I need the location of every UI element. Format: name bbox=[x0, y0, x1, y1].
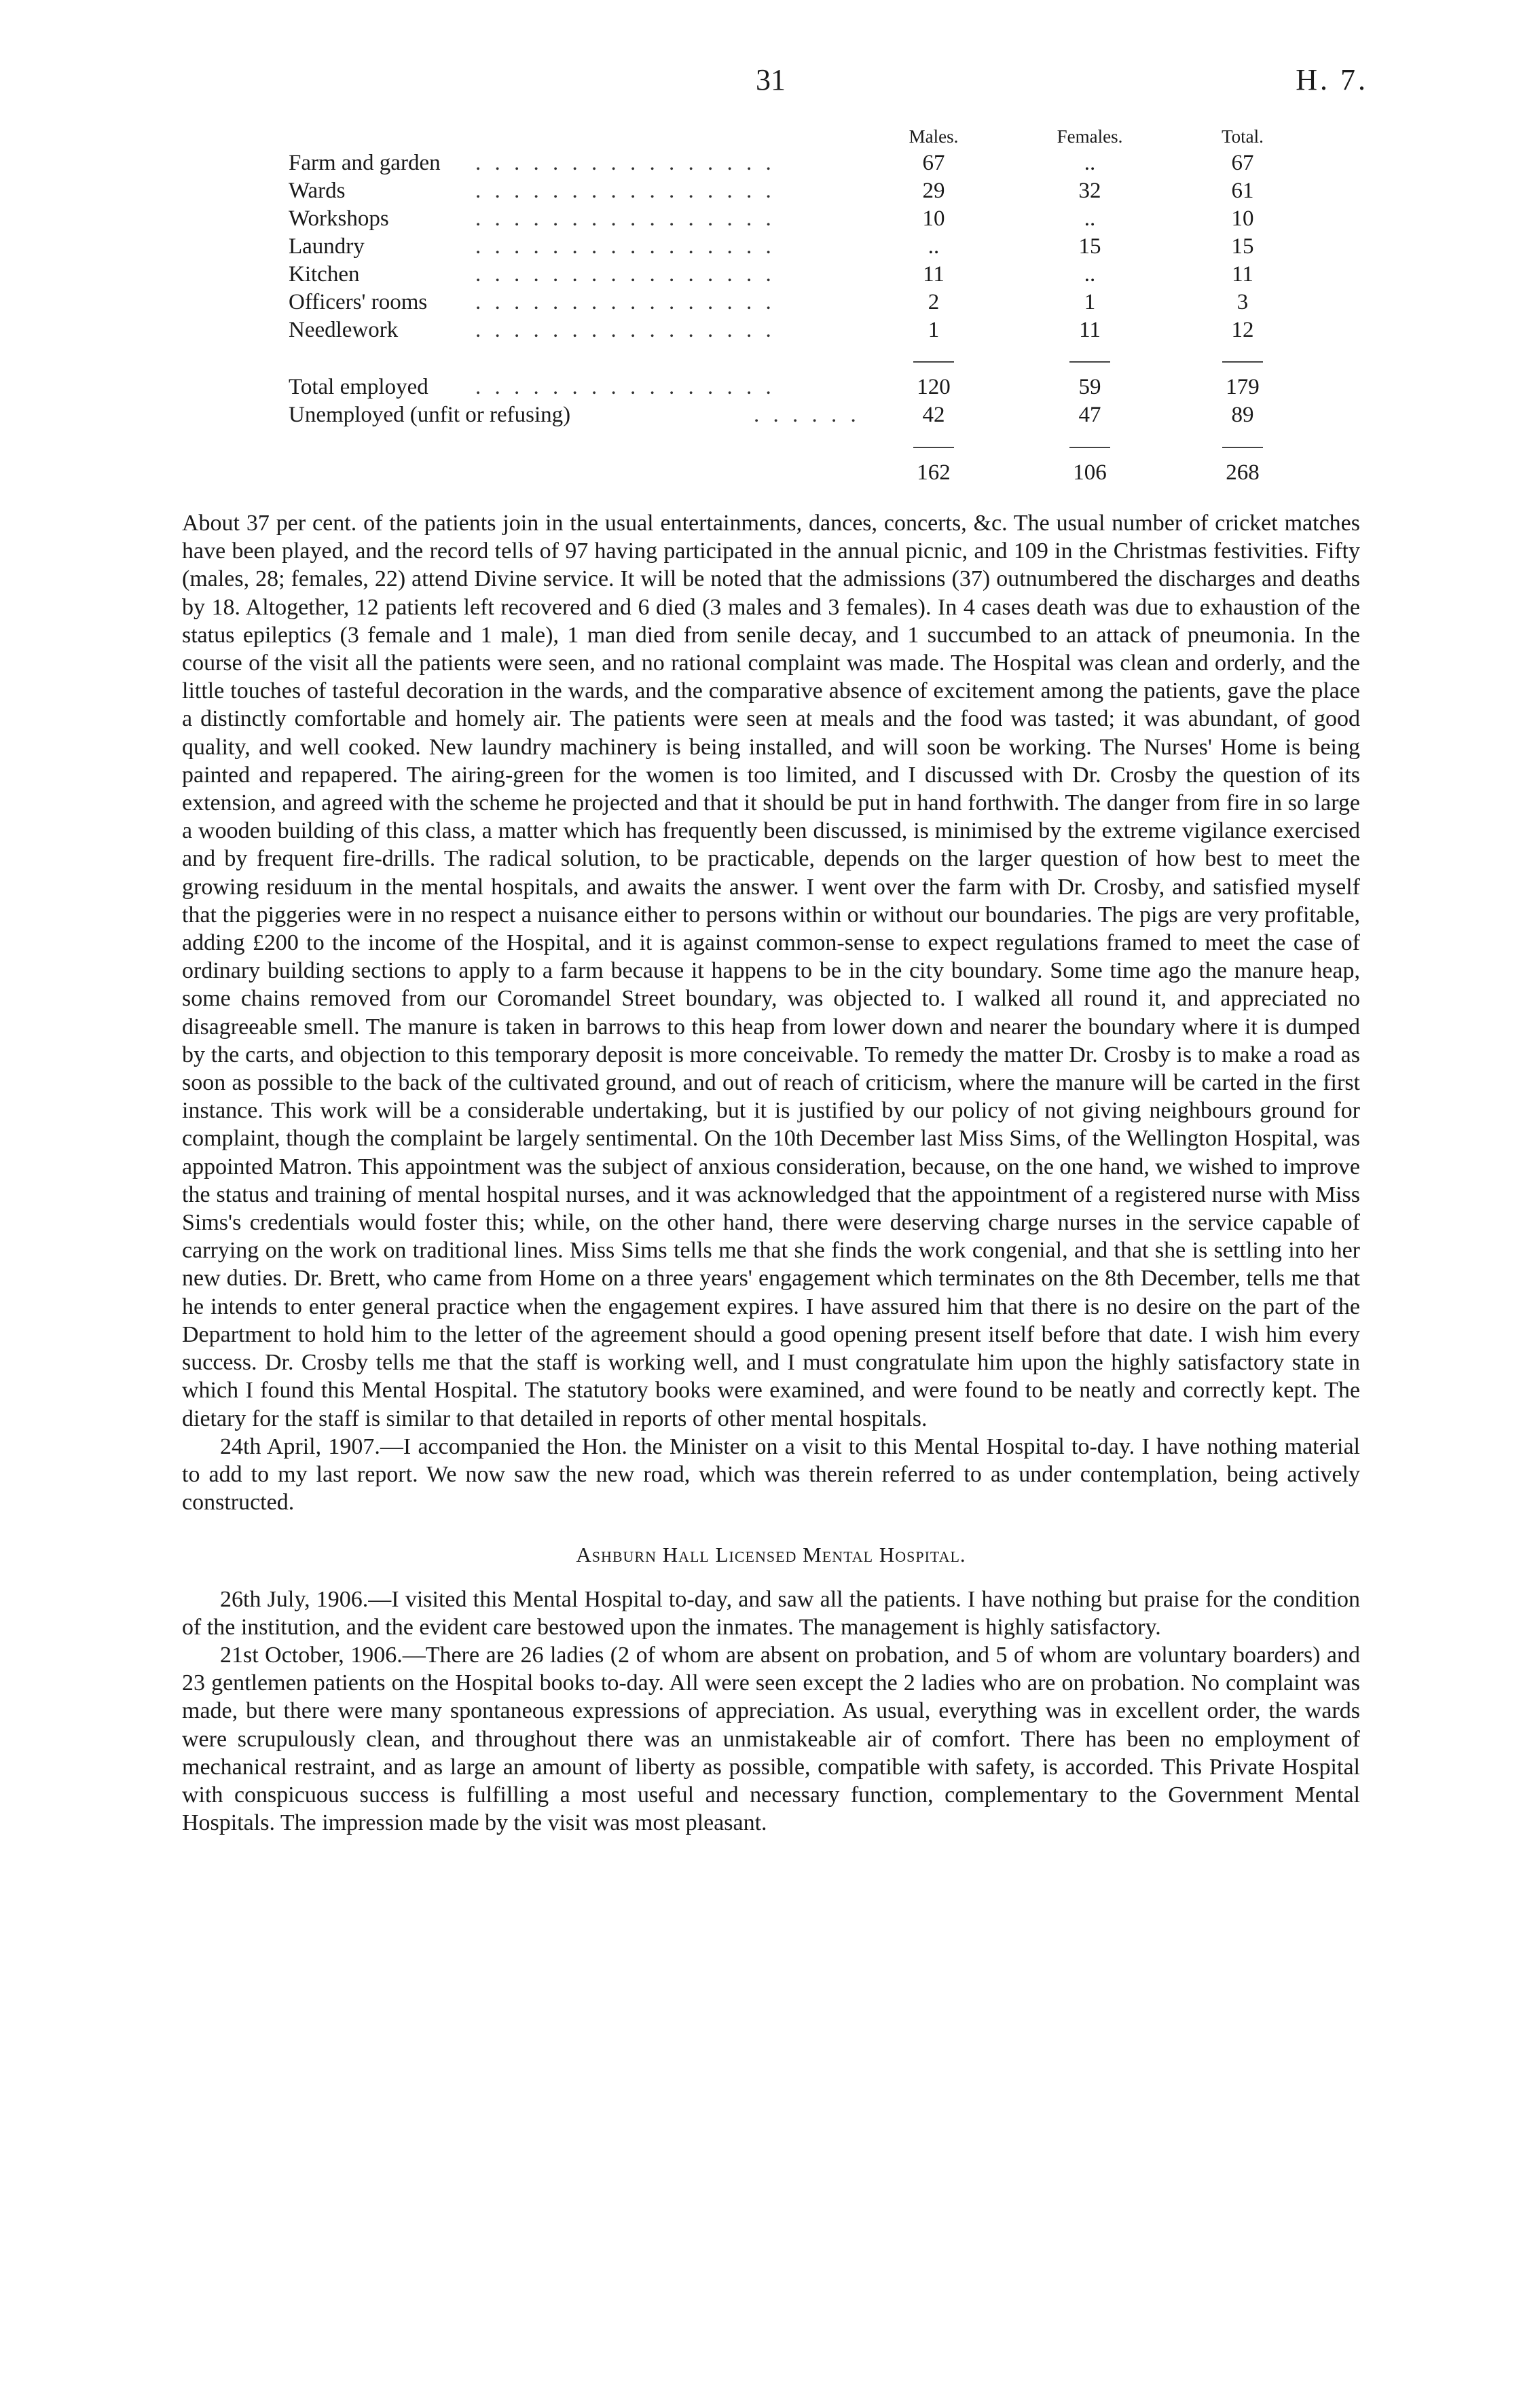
sum-rule bbox=[913, 361, 954, 363]
leader-dots: . . . . . . . . . . . . . . . . bbox=[475, 179, 775, 203]
cell-total: 12 bbox=[1231, 318, 1254, 342]
cell-males: 120 bbox=[917, 375, 951, 399]
cell-total: 67 bbox=[1231, 151, 1254, 175]
row-label: Needlework bbox=[289, 318, 399, 342]
cell-females: 32 bbox=[1078, 179, 1101, 203]
table-row bbox=[0, 290, 1540, 318]
cell-males: 10 bbox=[922, 206, 945, 231]
cell-males: 67 bbox=[922, 151, 945, 175]
cell-total: 10 bbox=[1231, 206, 1254, 231]
series-code: H. 7. bbox=[1296, 63, 1368, 96]
leader-dots: . . . . . . . . . . . . . . . . bbox=[475, 151, 775, 175]
cell-females: .. bbox=[1084, 262, 1096, 287]
cell-total: 61 bbox=[1231, 179, 1254, 203]
cell-females: .. bbox=[1084, 206, 1096, 231]
table-row bbox=[0, 151, 1540, 179]
cell-total: 3 bbox=[1236, 290, 1249, 314]
row-label: Workshops bbox=[289, 206, 389, 231]
body-text bbox=[182, 509, 1360, 1837]
row-label: Farm and garden bbox=[289, 151, 441, 175]
cell-males: 2 bbox=[928, 290, 940, 314]
leader-dots: . . . . . . . . . . . . . . . . bbox=[475, 318, 775, 342]
sum-rule bbox=[1222, 447, 1263, 448]
cell-total: 268 bbox=[1226, 460, 1260, 485]
table-row bbox=[0, 206, 1540, 235]
row-label: Unemployed (unfit or refusing) bbox=[289, 403, 571, 427]
table-row bbox=[0, 262, 1540, 291]
cell-total: 89 bbox=[1231, 403, 1254, 427]
section-title: Ashburn Hall Licensed Mental Hospital. bbox=[576, 1543, 966, 1567]
cell-males: .. bbox=[928, 234, 940, 259]
row-label: Wards bbox=[289, 179, 346, 203]
cell-females: 1 bbox=[1084, 290, 1096, 314]
row-label: Officers' rooms bbox=[289, 290, 428, 314]
sum-rule bbox=[913, 447, 954, 448]
leader-dots: . . . . . . . . . . . . . . . . bbox=[475, 375, 775, 399]
sum-rule bbox=[1069, 361, 1110, 363]
leader-dots: . . . . . . . . . . . . . . . . bbox=[475, 262, 775, 287]
leader-dots: . . . . . . . . . . . . . . . . bbox=[475, 290, 775, 314]
header-total: Total. bbox=[1222, 126, 1264, 147]
leader-dots: . . . . . . bbox=[754, 403, 860, 427]
sum-rule bbox=[1069, 447, 1110, 448]
cell-total: 179 bbox=[1226, 375, 1260, 399]
leader-dots: . . . . . . . . . . . . . . . . bbox=[475, 206, 775, 231]
table-row bbox=[0, 403, 1540, 431]
cell-total: 11 bbox=[1232, 262, 1253, 287]
table-row bbox=[0, 318, 1540, 346]
cell-females: 106 bbox=[1073, 460, 1107, 485]
table-row bbox=[0, 234, 1540, 263]
cell-females: 59 bbox=[1078, 375, 1101, 399]
grand-total-row bbox=[0, 460, 1540, 489]
leader-dots: . . . . . . . . . . . . . . . . bbox=[475, 234, 775, 259]
row-label: Total employed bbox=[289, 375, 428, 399]
cell-females: 47 bbox=[1078, 403, 1101, 427]
row-label: Laundry bbox=[289, 234, 365, 259]
page-number: 31 bbox=[756, 63, 786, 96]
cell-total: 15 bbox=[1231, 234, 1254, 259]
cell-males: 29 bbox=[922, 179, 945, 203]
row-label: Kitchen bbox=[289, 262, 360, 287]
table-row bbox=[0, 179, 1540, 207]
paragraph: 26th July, 1906.—I visited this Mental Hospital to-day, and saw all the patients. I have nothing but praise for the condition of the institution, and the evident care bestowed upon the inmates. The management is highly satisfactory. bbox=[182, 1586, 1360, 1640]
cell-females: 11 bbox=[1079, 318, 1101, 342]
cell-males: 42 bbox=[922, 403, 945, 427]
cell-males: 11 bbox=[923, 262, 945, 287]
cell-females: 15 bbox=[1078, 234, 1101, 259]
cell-males: 162 bbox=[917, 460, 951, 485]
cell-females: .. bbox=[1084, 151, 1096, 175]
paragraph: About 37 per cent. of the patients join in the usual entertainments, dances, concerts, &c. The usual number of cricket matches have been played, and the record tells of 97 having participated in the annual picnic, and 109 in the Christmas festivities. Fifty (males, 28; females, 22) attend Divine service. It will be noted that the admissions (37) outnumbered the discharges and deaths by 18. Altogether, 12 patients left recovered and 6 died (3 males and 3 females). In 4 cases death was due to exhaustion of the status epileptics (3 female and 1 male), 1 man died from senile decay, and 1 succumbed to an attack of pneumonia. In the course of the visit all the patients were seen, and no rational complaint was made. The Hospital was clean and orderly, and the little touches of tasteful decoration in the wards, and the comparative absence of excitement among the patients, gave the place a distinctly comfortable and homely air. The patients were seen at meals and the food was tasted; it was abundant, of good quality, and well cooked. New laundry machinery is being installed, and will soon be working. The Nurses' Home is being painted and repapered. The airing-green for the women is too limited, and I discussed with Dr. Crosby the question of its extension, and agreed with the scheme he projected and that it should be put in hand forthwith. The danger from fire in so large a wooden building of this class, a matter which has frequently been discussed, is minimised by the extreme vigilance exercised and by frequent fire-drills. The radical solution, to be practicable, depends on the larger question of how best to meet the growing residuum in the mental hospitals, and awaits the answer. I went over the farm with Dr. Crosby, and satisfied myself that the piggeries were in no respect a nuisance either to persons within or without our boundaries. The pigs are very profitable, adding £200 to the income of the Hospital, and it is against common-sense to expect regulations framed to meet the case of ordinary building sections to apply to a farm because it happens to be in the city boundary. Some time ago the manure heap, some chains removed from our Coromandel Street boundary, was objected to. I walked all round it, and appreciated no disagreeable smell. The manure is taken in barrows to this heap from lower down and nearer the boundary where it is dumped by the carts, and objection to this temporary deposit is more conceivable. To remedy the matter Dr. Crosby is to make a road as soon as possible to the back of the cultivated ground, and out of reach of criticism, where the manure will be carted in the first instance. This work will be a considerable undertaking, but it is justified by our policy of not giving neighbours ground for complaint, though the complaint be largely sentimental. On the 10th December last Miss Sims, of the Wellington Hospital, was appointed Matron. This appointment was the subject of anxious consideration, because, on the one hand, we wished to improve the status and training of mental hospital nurses, and it was acknowledged that the appointment of a registered nurse with Miss Sims's credentials would foster this; while, on the other hand, there were deserving charge nurses in the service capable of carrying on the work on traditional lines. Miss Sims tells me that she finds the work congenial, and that she is settling into her new duties. Dr. Brett, who came from Home on a three years' engagement which terminates on the 8th December, tells me that he intends to enter general practice when the engagement expires. I have assured him that there is no desire on the part of the Department to hold him to the letter of the agreement should a good opening present itself before that date. I wish him every success. Dr. Crosby tells me that the staff is working well, and I must congratulate him upon the highly satisfactory state in which I found this Mental Hospital. The statutory books were examined, and were found to be neatly and correctly kept. The dietary for the staff is similar to that detailed in reports of other mental hospitals. bbox=[182, 511, 1360, 1431]
header-males: Males. bbox=[909, 126, 959, 147]
paragraph: 24th April, 1907.—I accompanied the Hon. the Minister on a visit to this Mental Hospital to-day. I have nothing material to add to my last report. We now saw the new road, which was therein referred to as under contemplation, being actively constructed. bbox=[182, 1433, 1360, 1516]
cell-males: 1 bbox=[928, 318, 940, 342]
paragraph: 21st October, 1906.—There are 26 ladies (2 of whom are absent on probation, and 5 of whom are voluntary boarders) and 23 gentlemen patients on the Hospital books to-day. All were seen except the 2 ladies who are on probation. No complaint was made, but there were many spontaneous expressions of appreciation. As usual, everything was in excellent order, the wards were scrupulously clean, and throughout there was an unmistakeable air of comfort. There has been no employment of mechanical restraint, and as large an amount of liberty as possible, compatible with safety, is accorded. This Private Hospital with conspicuous success is fulfilling a most useful and necessary function, complementary to the Government Mental Hospitals. The impression made by the visit was most pleasant. bbox=[182, 1642, 1360, 1836]
sum-rule bbox=[1222, 361, 1263, 363]
table-row bbox=[0, 375, 1540, 403]
header-females: Females. bbox=[1057, 126, 1123, 147]
